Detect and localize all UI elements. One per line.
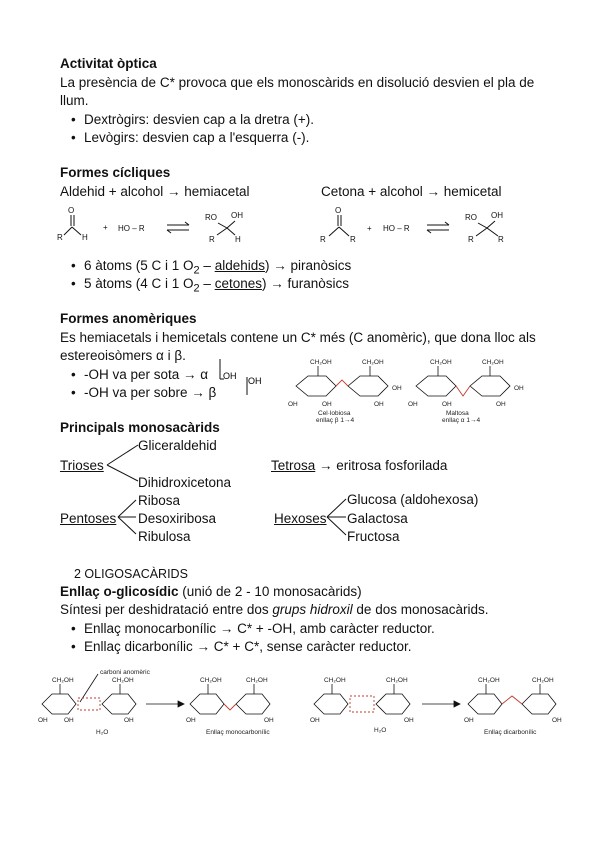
svg-text:CH₂OH: CH₂OH bbox=[532, 677, 554, 684]
bullet-dicarbonyl: • Enllaç dicarbonílic → C* + C*, sense caràcter reductor. bbox=[84, 638, 412, 656]
svg-text:OH: OH bbox=[496, 401, 506, 408]
svg-text:CH₂OH: CH₂OH bbox=[362, 359, 384, 366]
label-water-2: H₂O bbox=[374, 727, 387, 734]
svg-text:OH: OH bbox=[404, 717, 414, 724]
label-water-1: H₂O bbox=[96, 729, 109, 736]
svg-text:OH: OH bbox=[491, 211, 503, 220]
item-glucosa: Glucosa (aldohexosa) bbox=[347, 492, 479, 507]
svg-text:HO – R: HO – R bbox=[383, 224, 410, 233]
svg-text:OH: OH bbox=[514, 385, 524, 392]
label-dicarbonyl-bond: Enllaç dicarbonílic bbox=[484, 729, 537, 736]
bullet-item-furanose: • 5 àtoms (4 C i 1 $O_2$ – cetones) → furanòsics bbox=[84, 275, 349, 298]
caption-cellobiose: Cel·lobiosa bbox=[318, 410, 351, 417]
paragraph-line: Es hemiacetals i hemicetals contene un C* més (C anomèric), que dona lloc als bbox=[60, 330, 536, 345]
bullet-item: • Levògirs: desvien cap a l'esquerra (-). bbox=[84, 129, 309, 147]
section-title-cyclic-forms: Formes cícliques bbox=[60, 165, 171, 180]
svg-text:CH₂OH: CH₂OH bbox=[478, 677, 500, 684]
svg-text:CH₂OH: CH₂OH bbox=[310, 359, 332, 366]
paragraph-line: Síntesi per deshidratació entre dos grups hidroxil de dos monosacàrids. bbox=[60, 602, 489, 617]
category-pentoses: Pentoses bbox=[60, 511, 117, 526]
svg-text:OH: OH bbox=[288, 401, 298, 408]
svg-text:OH: OH bbox=[442, 401, 452, 408]
disaccharide-figures bbox=[288, 356, 544, 426]
svg-text:CH₂OH: CH₂OH bbox=[482, 359, 504, 366]
svg-text:+: + bbox=[103, 223, 108, 232]
bullet-item: • Dextrògirs: desvien cap a la dretra (+). bbox=[84, 111, 314, 129]
svg-text:OH: OH bbox=[310, 717, 320, 724]
svg-text:OH: OH bbox=[124, 717, 134, 724]
svg-text:enllaç β 1→4: enllaç β 1→4 bbox=[316, 417, 355, 424]
caption-maltose: Maltosa bbox=[446, 410, 469, 417]
category-hexoses: Hexoses bbox=[274, 511, 327, 526]
glycosidic-bond-diagram bbox=[38, 666, 568, 741]
svg-text:OH: OH bbox=[223, 371, 237, 381]
item-dihidroxicetona: Dihidroxicetona bbox=[138, 475, 232, 490]
label-monocarbonyl-bond: Enllaç monocarbonílic bbox=[206, 729, 270, 736]
bullet-beta: • -OH va per sobre → β bbox=[84, 384, 216, 402]
classification-lines bbox=[0, 430, 600, 550]
section-title-monosaccharides: Principals monosacàrids bbox=[60, 420, 220, 435]
svg-text:OH: OH bbox=[464, 717, 474, 724]
label-anomeric-carbon: carboni anomèric bbox=[100, 669, 150, 676]
equation-ketone: Cetona + alcohol → hemicetal bbox=[321, 184, 502, 199]
svg-text:CH₂OH: CH₂OH bbox=[200, 677, 222, 684]
svg-text:+: + bbox=[367, 224, 372, 233]
svg-text:CH₂OH: CH₂OH bbox=[430, 359, 452, 366]
svg-text:R: R bbox=[320, 235, 326, 244]
svg-text:OH: OH bbox=[231, 211, 243, 220]
svg-text:R: R bbox=[498, 235, 504, 244]
heading-oligosaccharides: 2 OLIGOSACÀRIDS bbox=[74, 567, 188, 581]
item-ribulosa: Ribulosa bbox=[138, 529, 191, 544]
svg-text:RO: RO bbox=[205, 213, 217, 222]
equation-aldehyde: Aldehid + alcohol → hemiacetal bbox=[60, 184, 250, 199]
anomer-oh-sketch bbox=[215, 357, 265, 397]
svg-text:OH: OH bbox=[248, 376, 262, 386]
svg-text:CH₂OH: CH₂OH bbox=[246, 677, 268, 684]
paragraph-line: estereoisòmers α i β. bbox=[60, 348, 186, 363]
bullet-monocarbonyl: • Enllaç monocarbonílic → C* + -OH, amb caràcter reductor. bbox=[84, 620, 435, 638]
svg-text:enllaç α 1→4: enllaç α 1→4 bbox=[442, 417, 481, 424]
bullet-alpha: • -OH va per sota → α bbox=[84, 366, 208, 384]
paragraph-line: llum. bbox=[60, 93, 89, 108]
svg-text:OH: OH bbox=[264, 717, 274, 724]
svg-text:OH: OH bbox=[392, 385, 402, 392]
svg-text:R: R bbox=[350, 235, 356, 244]
svg-text:HO – R: HO – R bbox=[118, 224, 145, 233]
svg-text:R: R bbox=[468, 235, 474, 244]
svg-text:H: H bbox=[82, 233, 88, 242]
svg-text:CH₂OH: CH₂OH bbox=[52, 677, 74, 684]
svg-text:OH: OH bbox=[186, 717, 196, 724]
svg-text:OH: OH bbox=[322, 401, 332, 408]
section-title-anomeric: Formes anomèriques bbox=[60, 311, 197, 326]
item-galactosa: Galactosa bbox=[347, 511, 408, 526]
category-trioses: Trioses bbox=[60, 458, 104, 473]
svg-text:R: R bbox=[57, 233, 63, 242]
atom-o: O bbox=[68, 206, 75, 215]
svg-text:OH: OH bbox=[408, 401, 418, 408]
svg-text:RO: RO bbox=[465, 213, 477, 222]
hemiacetal-scheme bbox=[55, 203, 545, 251]
svg-text:CH₂OH: CH₂OH bbox=[386, 677, 408, 684]
svg-text:CH₂OH: CH₂OH bbox=[324, 677, 346, 684]
svg-text:R: R bbox=[209, 235, 215, 244]
paragraph-line: La presència de C* provoca que els monoscàrids en disolució desvien el pla de bbox=[60, 75, 535, 90]
item-ribosa: Ribosa bbox=[138, 493, 181, 508]
svg-text:OH: OH bbox=[64, 717, 74, 724]
bullet-item-pyranose: • 6 àtoms (5 C i 1 $O_2$ – aldehids) → piranòsics bbox=[84, 257, 351, 280]
section-title-optical-activity: Activitat òptica bbox=[60, 56, 157, 71]
svg-text:OH: OH bbox=[552, 717, 562, 724]
item-fructosa: Fructosa bbox=[347, 529, 400, 544]
section-title-glycosidic: Enllaç o-glicosídic (unió de 2 - 10 monosacàrids) bbox=[60, 584, 362, 599]
svg-text:CH₂OH: CH₂OH bbox=[112, 677, 134, 684]
category-tetrosa: Tetrosa → eritrosa fosforilada bbox=[271, 458, 448, 473]
item-desoxiribosa: Desoxiribosa bbox=[138, 511, 217, 526]
svg-text:OH: OH bbox=[374, 401, 384, 408]
svg-text:O: O bbox=[335, 206, 342, 215]
svg-text:OH: OH bbox=[38, 717, 48, 724]
svg-text:H: H bbox=[235, 235, 241, 244]
item-gliceraldehid: Gliceraldehid bbox=[138, 438, 217, 453]
